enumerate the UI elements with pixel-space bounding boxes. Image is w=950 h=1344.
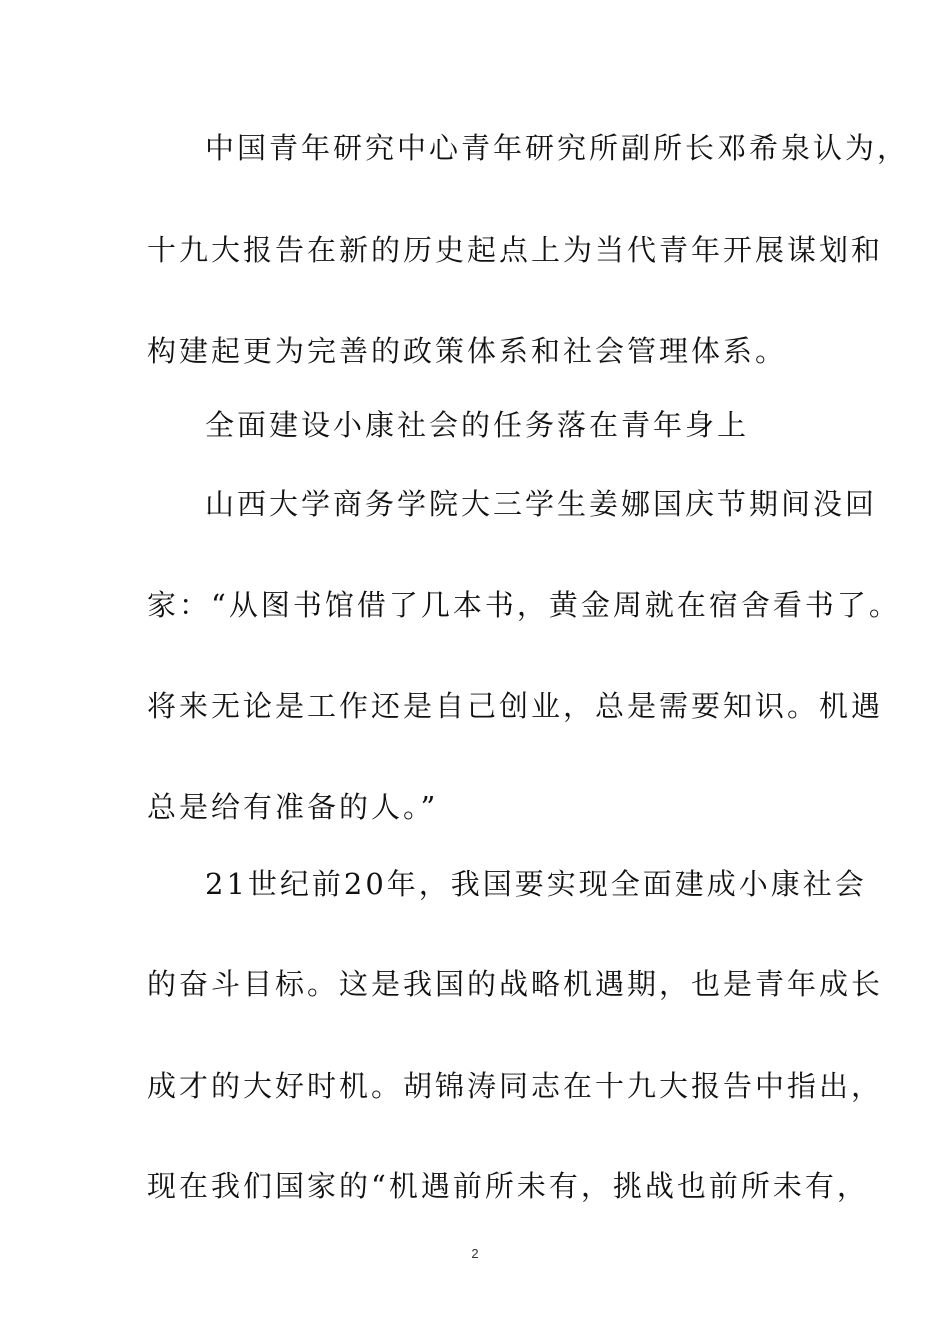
paragraph-1-line-1: 中国青年研究中心青年研究所副所长邓希泉认为， bbox=[205, 131, 910, 165]
paragraph-1-line-3: 构建起更为完善的政策体系和社会管理体系。 bbox=[147, 334, 788, 368]
paragraph-3-line-1: 21世纪前20年，我国要实现全面建成小康社会 bbox=[205, 867, 867, 901]
paragraph-2-line-3: 将来无论是工作还是自己创业，总是需要知识。机遇 bbox=[147, 689, 884, 723]
paragraph-2-line-2: 家：“从图书馆借了几本书，黄金周就在宿舍看书了。 bbox=[147, 588, 901, 622]
paragraph-2-line-4: 总是给有准备的人。” bbox=[147, 790, 439, 824]
page-number: 2 bbox=[471, 1246, 479, 1261]
paragraph-2-line-1: 山西大学商务学院大三学生姜娜国庆节期间没回 bbox=[205, 487, 878, 521]
paragraph-1-line-2: 十九大报告在新的历史起点上为当代青年开展谋划和 bbox=[147, 233, 884, 267]
section-heading: 全面建设小康社会的任务落在青年身上 bbox=[205, 408, 750, 442]
paragraph-3-line-2: 的奋斗目标。这是我国的战略机遇期，也是青年成长 bbox=[147, 967, 884, 1001]
paragraph-3-line-3: 成才的大好时机。胡锦涛同志在十九大报告中指出， bbox=[147, 1069, 884, 1103]
paragraph-3-line-4: 现在我们国家的“机遇前所未有，挑战也前所未有， bbox=[147, 1169, 869, 1203]
